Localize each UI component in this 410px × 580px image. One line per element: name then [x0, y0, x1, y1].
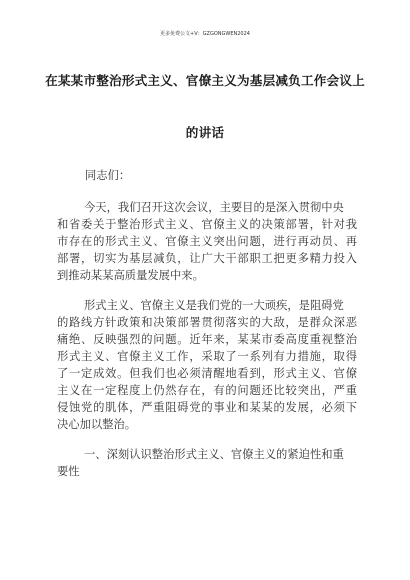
paragraph-line: 市存在的形式主义、官僚主义突出问题，进行再动员、再: [57, 235, 357, 248]
paragraph-line: 侵蚀党的肌体，严重阻碍党的事业和某某的发展，必须下: [57, 401, 357, 414]
paragraph-line: 部署，切实为基层减负，让广大干部职工把更多精力投入: [57, 252, 357, 265]
paragraph-line: 形式主义、官僚主义是我们党的一大顽疾，是阻碍党: [84, 299, 344, 312]
paragraph-line: 决心加以整治。: [57, 418, 137, 431]
paragraph-line: 了一定成效。但我们也必须清醒地看到，形式主义、官僚: [57, 367, 357, 380]
paragraph-line: 到推动某某高质量发展中来。: [57, 269, 204, 282]
paragraph-line: 形式主义、官僚主义工作，采取了一系列有力措施，取得: [57, 350, 357, 363]
paragraph-line: 的路线方针政策和决策部署贯彻落实的大敌，是群众深恶: [57, 316, 357, 329]
paragraph-line: 今天，我们召开这次会议，主要目的是深入贯彻中央: [84, 201, 344, 214]
document-title-line-1: 在某某市整治形式主义、官僚主义为基层减负工作会议上: [45, 73, 365, 88]
salutation: 同志们：: [85, 169, 131, 182]
paragraph-line: 主义在一定程度上仍然存在，有的问题还比较突出，严重: [57, 384, 357, 397]
document-title-line-2: 的讲话: [185, 125, 225, 140]
section-heading-line: 要性: [57, 465, 80, 478]
header-note: 更多免费公文+V：GZGONGWEN2024: [160, 31, 250, 37]
section-heading-line: 一、深刻认识整治形式主义、官僚主义的紧迫性和重: [84, 448, 344, 461]
paragraph-line: 痛绝、反映强烈的问题。近年来，某某市委高度重视整治: [57, 333, 357, 346]
paragraph-line: 和省委关于整治形式主义、官僚主义的决策部署，针对我: [57, 218, 357, 231]
